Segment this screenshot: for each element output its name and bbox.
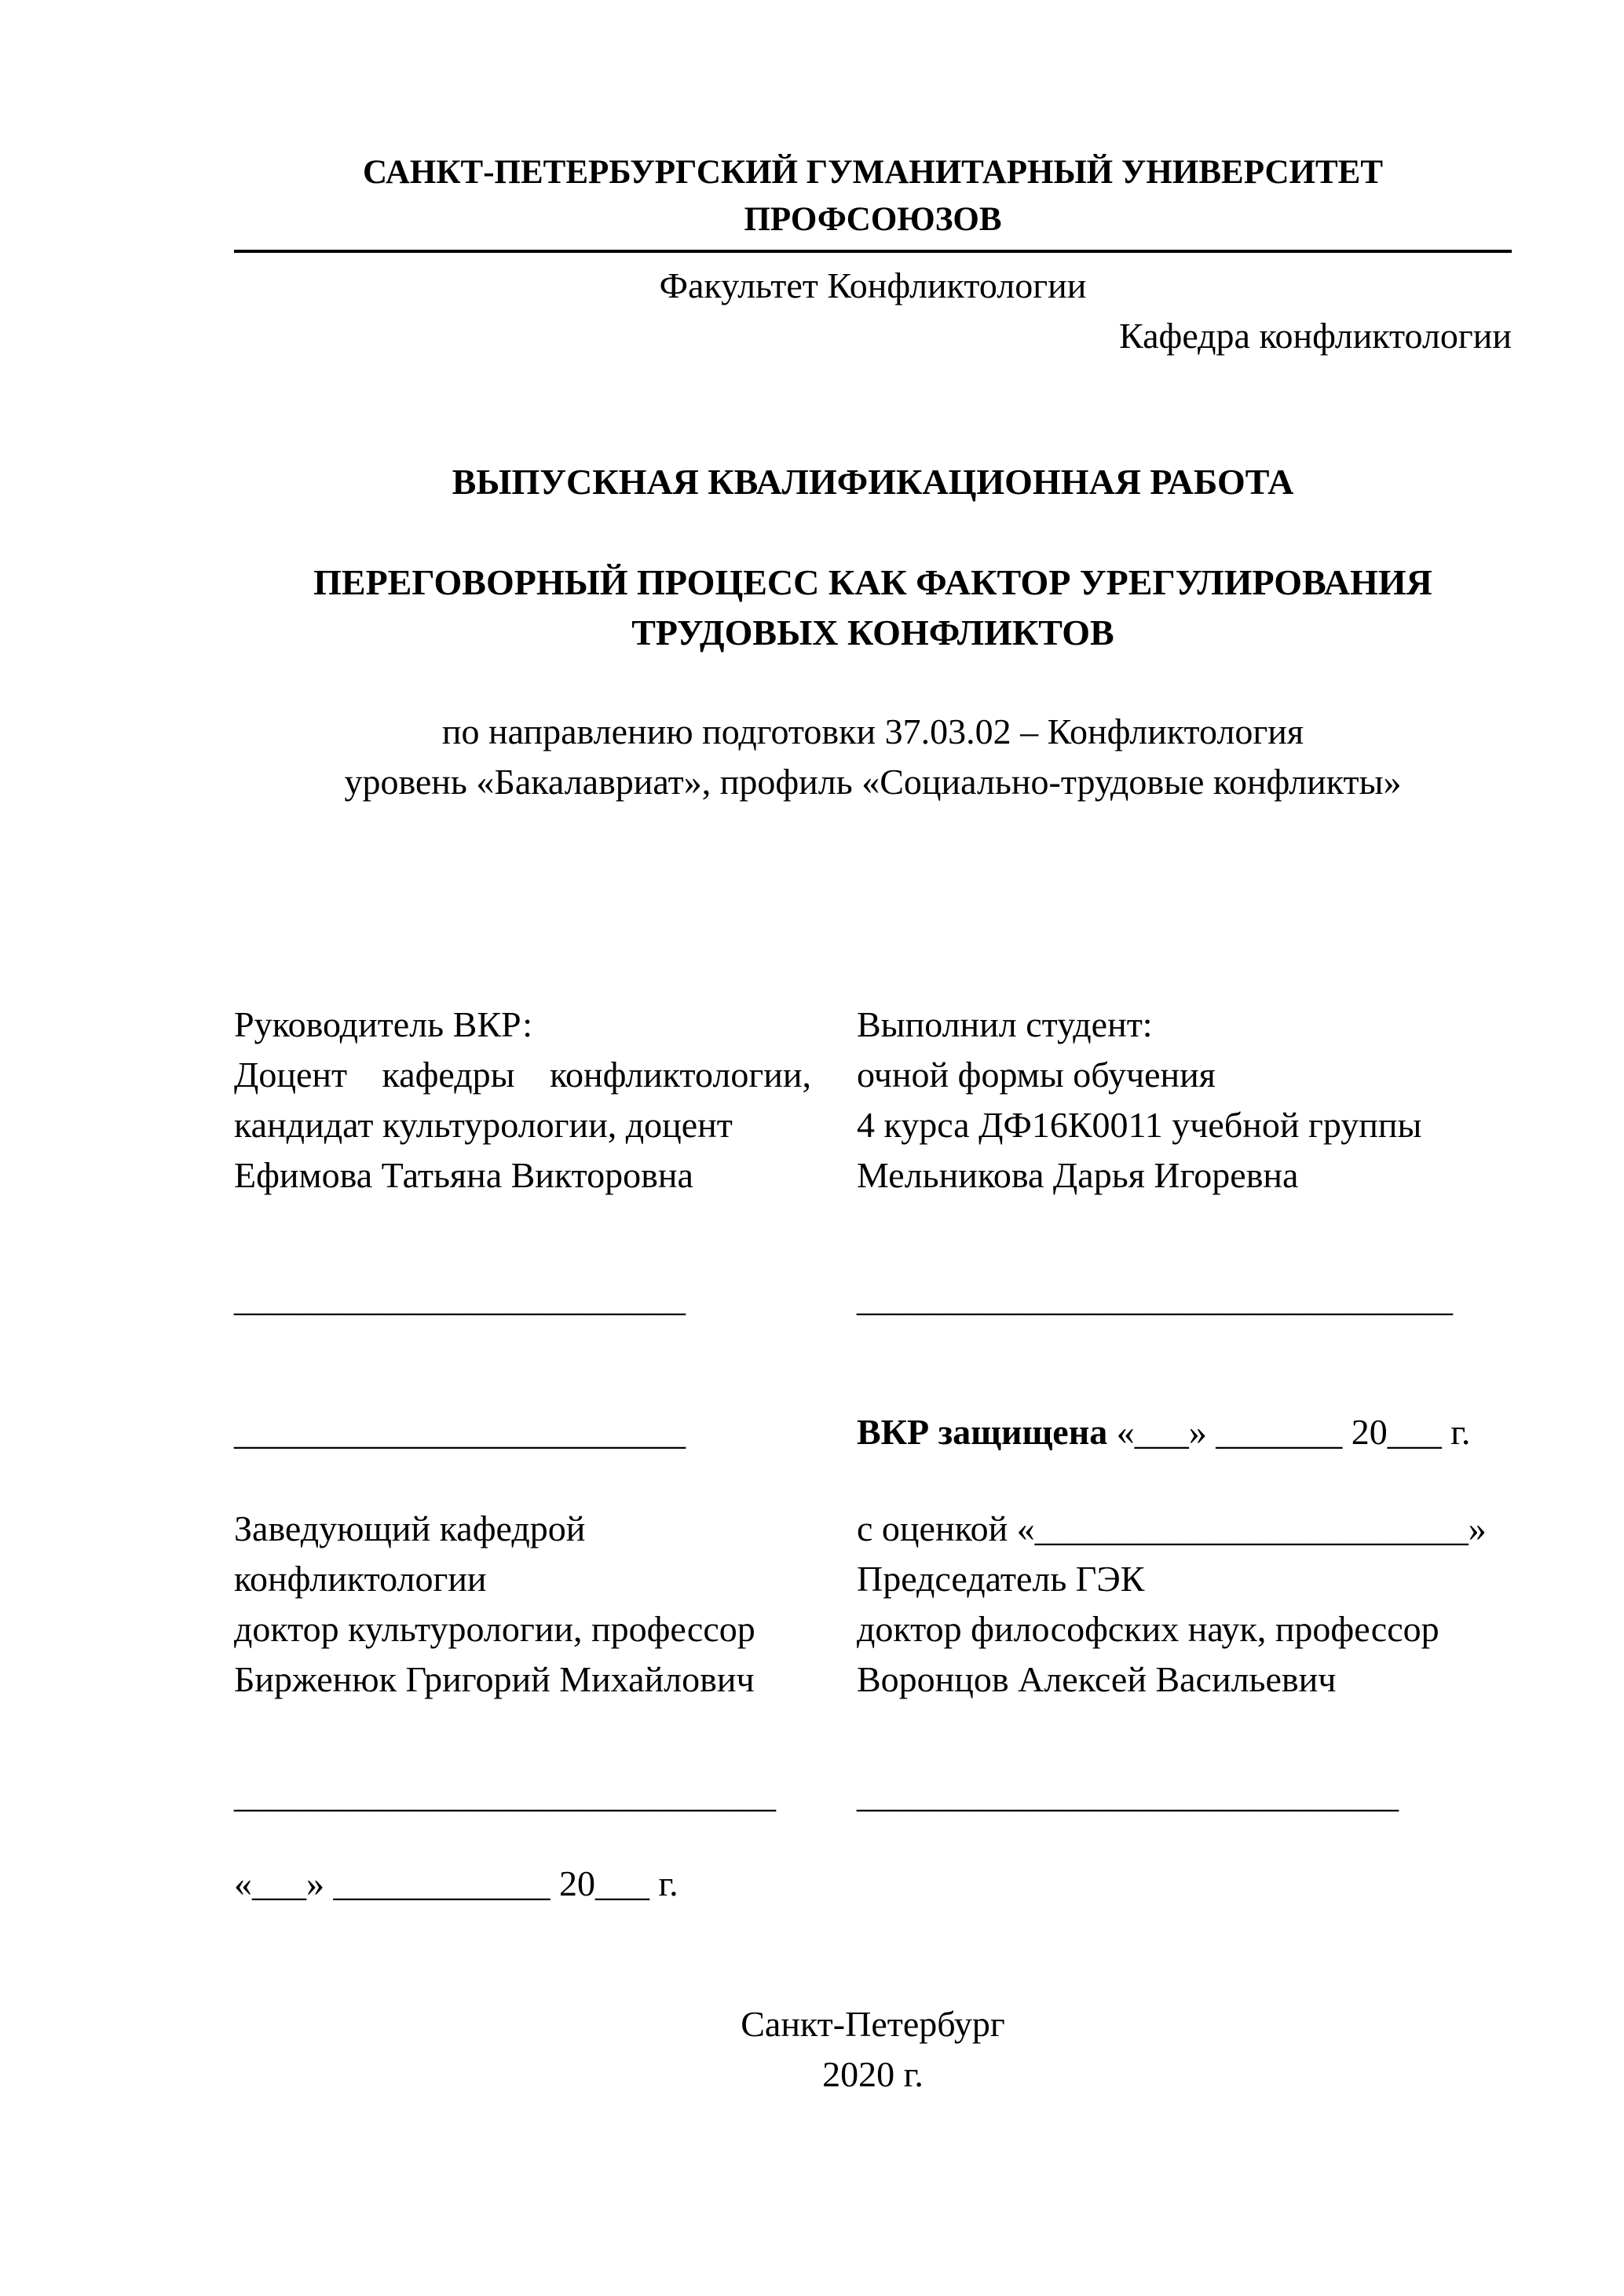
supervisor-name: Ефимова Татьяна Викторовна bbox=[234, 1155, 693, 1195]
study-level: уровень «Бакалавриат», профиль «Социально-трудовые конфликты» bbox=[344, 762, 1402, 802]
defense-date-blanks: «___» _______ 20___ г. bbox=[1107, 1412, 1471, 1452]
supervisor-position-line1: Доцент кафедры конфликтологии, bbox=[234, 1055, 811, 1095]
signature-columns bbox=[234, 1000, 1512, 1909]
supervisor-signature-line: _________________________ bbox=[234, 1278, 686, 1318]
thesis-title-line1: ПЕРЕГОВОРНЫЙ ПРОЦЕСС КАК ФАКТОР УРЕГУЛИРОВАНИЯ bbox=[313, 562, 1432, 602]
head-of-department-line2: конфликтологии bbox=[234, 1559, 487, 1599]
university-name: САНКТ-ПЕТЕРБУРГСКИЙ ГУМАНИТАРНЫЙ УНИВЕРСИТЕТ ПРОФСОЮЗОВ bbox=[234, 149, 1512, 253]
student-name: Мельникова Дарья Игоревна bbox=[857, 1155, 1299, 1195]
supervisor-signature-line2: _________________________ bbox=[234, 1412, 686, 1452]
student-label: Выполнил студент: bbox=[857, 1004, 1153, 1044]
supervisor-position-line2: кандидат культурологии, доцент bbox=[234, 1105, 733, 1145]
city-name: Санкт-Петербург bbox=[741, 2004, 1005, 2044]
head-of-department-name: Бирженюк Григорий Михайлович bbox=[234, 1659, 755, 1699]
grade-blank-line: с оценкой «________________________» bbox=[857, 1508, 1487, 1548]
left-column bbox=[234, 1000, 811, 1909]
study-direction: по направлению подготовки 37.03.02 – Конфликтология bbox=[441, 711, 1304, 751]
committee-chair-degree: доктор философских наук, профессор bbox=[857, 1609, 1439, 1649]
defense-line bbox=[857, 1407, 1512, 1457]
head-of-department-line1: Заведующий кафедрой bbox=[234, 1508, 586, 1548]
defense-label: ВКР защищена bbox=[857, 1412, 1108, 1452]
student-group: 4 курса ДФ16К0011 учебной группы bbox=[857, 1105, 1422, 1145]
thesis-title-line2: ТРУДОВЫХ КОНФЛИКТОВ bbox=[631, 612, 1114, 653]
supervisor-label: Руководитель ВКР: bbox=[234, 1004, 533, 1044]
head-of-department-signature-line: ______________________________ bbox=[234, 1775, 776, 1815]
head-of-department-degree: доктор культурологии, профессор bbox=[234, 1609, 755, 1649]
chair-signature-line: ______________________________ bbox=[857, 1775, 1399, 1815]
faculty-name: Факультет Конфликтологии bbox=[659, 265, 1087, 305]
committee-chair-title: Председатель ГЭК bbox=[857, 1559, 1145, 1599]
thesis-title bbox=[234, 558, 1512, 658]
committee-chair-name: Воронцов Алексей Васильевич bbox=[857, 1659, 1337, 1699]
footer bbox=[234, 1999, 1512, 2100]
date-blank-line: «___» ____________ 20___ г. bbox=[234, 1863, 678, 1903]
department-name: Кафедра конфликтологии bbox=[1119, 316, 1512, 356]
student-study-form: очной формы обучения bbox=[857, 1055, 1216, 1095]
work-type-heading: ВЫПУСКНАЯ КВАЛИФИКАЦИОННАЯ РАБОТА bbox=[452, 462, 1294, 502]
student-signature-line: _________________________________ bbox=[857, 1278, 1453, 1318]
right-column bbox=[857, 1000, 1512, 1909]
year: 2020 г. bbox=[822, 2054, 924, 2094]
